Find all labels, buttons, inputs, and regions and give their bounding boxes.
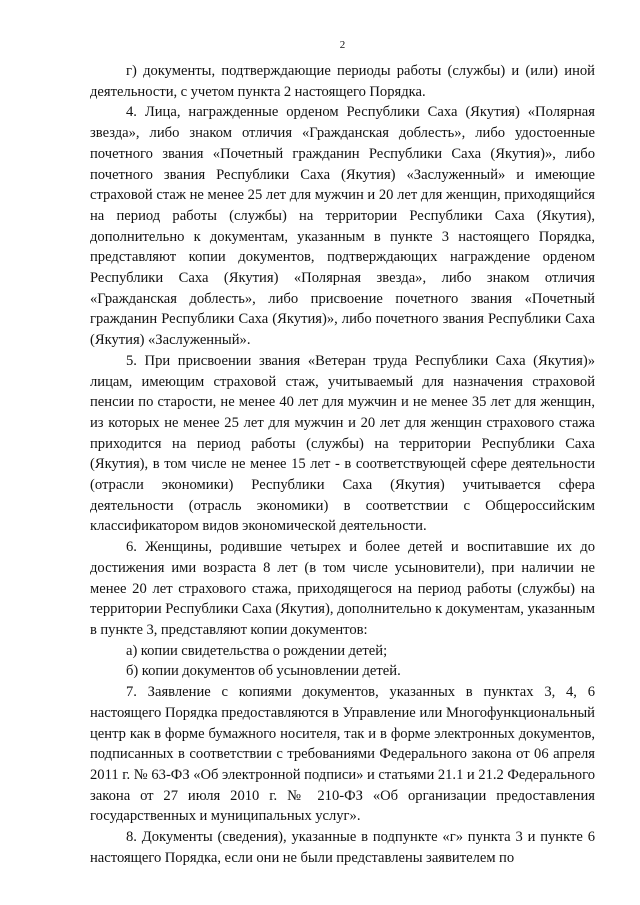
page-number: 2 bbox=[339, 39, 346, 51]
paragraph-4: 4. Лица, награжденные орденом Республики Саха (Якутия) «Полярная звезда», либо знаком отличия «Гражданская доблесть», либо удостоенные почетного звания «Почетный гражданин Республики Саха (Якутия)», либо почетного звания Республики Саха (Якутия) «Заслуженный» и имеющие страховой стаж не менее 25 лет для мужчин и 20 лет для женщин, приходящийся на период работы (службы) на территории Республики Саха (Якутия), дополнительно к документам, указанным в пункте 3 настоящего Порядка, представляют копии документов, подтверждающих награждение орденом Республики Саха (Якутия) «Полярная звезда», либо знаком отличия «Гражданская доблесть», либо присвоение почетного звания «Почетный гражданин Республики Саха (Якутия)», либо почетного звания Республики Саха (Якутия) «Заслуженный». bbox=[90, 104, 595, 349]
paragraph-6a: а) копии свидетельства о рождении детей; bbox=[126, 642, 388, 659]
paragraph-6: 6. Женщины, родившие четырех и более детей и воспитавшие их до достижения ими возраста 8 лет (в том числе усыновители), при наличии не менее 20 лет страхового стажа, приходящегося на период работы (службы) на территории Республики Саха (Якутия), дополнительно к документам, указанным в пункте 3, представляют копии документов: bbox=[90, 539, 595, 638]
paragraph-3g: г) документы, подтверждающие периоды работы (службы) и (или) иной деятельности, с учетом пункта 2 настоящего Порядка. bbox=[90, 63, 595, 100]
paragraph-6b: б) копии документов об усыновлении детей. bbox=[126, 663, 401, 680]
document-page bbox=[90, 0, 595, 905]
document-body bbox=[90, 61, 595, 868]
paragraph-5: 5. При присвоении звания «Ветеран труда Республики Саха (Якутия)» лицам, имеющим страховой стаж, учитываемый для назначения страховой пенсии по старости, не менее 40 лет для мужчин и не менее 35 лет для женщин, из которых не менее 25 лет для мужчин и 20 лет для женщин страхового стажа приходится на период работы (службы) на территории Республики Саха (Якутия), в том числе не менее 15 лет - в соответствующей сфере деятельности (отрасли экономики) Республики Саха (Якутия) учитывается сфера деятельности (отрасль экономики) в соответствии с Общероссийским классификатором видов экономической деятельности. bbox=[90, 352, 595, 535]
paragraph-7: 7. Заявление с копиями документов, указанных в пунктах 3, 4, 6 настоящего Порядка предоставляются в Управление или Многофункциональный центр как в форме бумажного носителя, так и в форме электронных документов, подписанных в соответствии с требованиями Федерального закона от 06 апреля 2011 г. № 63-ФЗ «Об электронной подписи» и статьями 21.1 и 21.2 Федерального закона от 27 июля 2010 г. № 210-ФЗ «Об организации предоставления государственных и муниципальных услуг». bbox=[90, 684, 595, 825]
paragraph-8: 8. Документы (сведения), указанные в подпункте «г» пункта 3 и пункте 6 настоящего Порядка, если они не были представлены заявителем по bbox=[90, 829, 595, 866]
